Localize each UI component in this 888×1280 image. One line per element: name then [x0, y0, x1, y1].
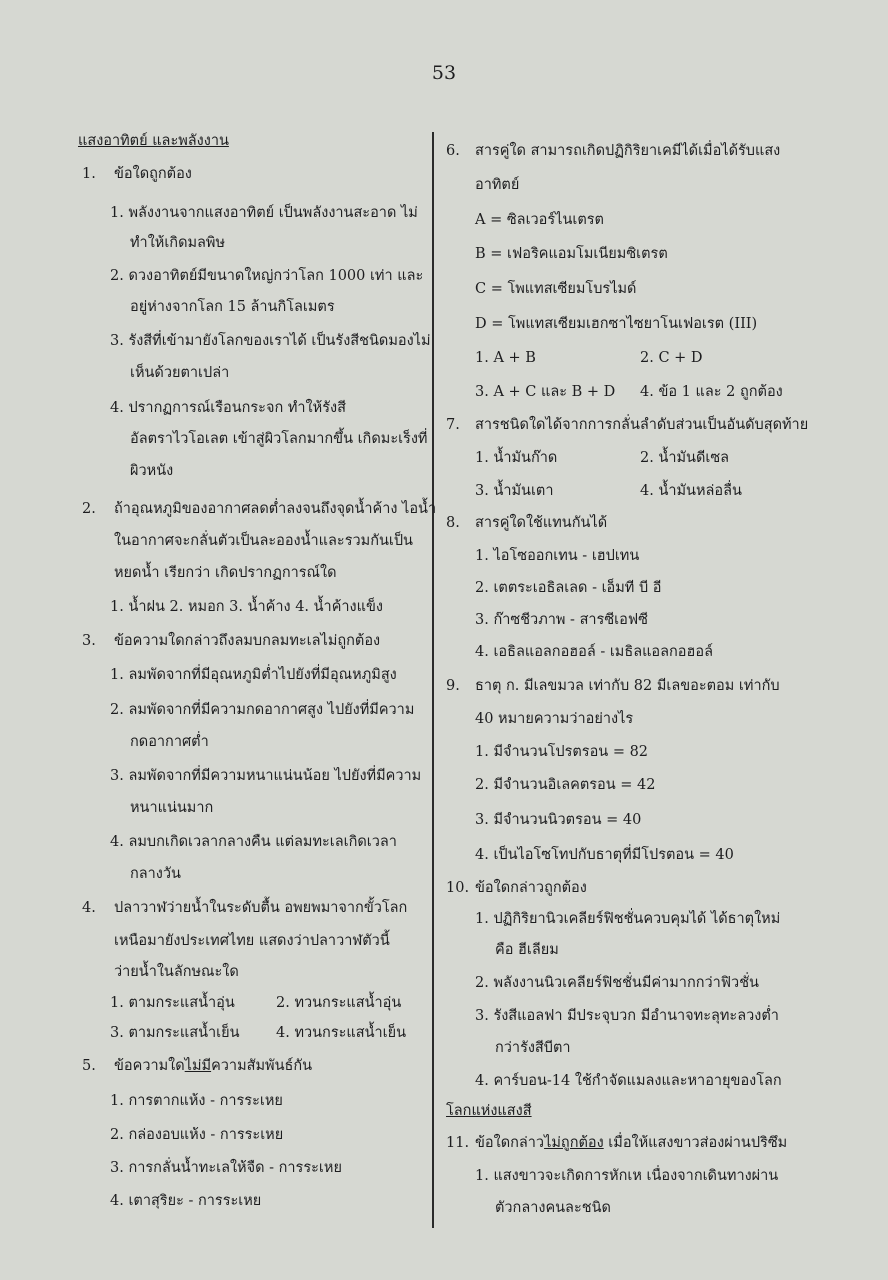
- question-text-part: ข้อความใด: [114, 1058, 185, 1074]
- question-number: 10.: [446, 880, 470, 896]
- option-3: 3. ลมพัดจากที่มีความหนาแน่นน้อย ไปยังที่มีความ: [110, 768, 422, 784]
- option-4: 4. น้ำมันหล่อลื่น: [640, 483, 742, 499]
- option-2: 2. ทวนกระแสน้ำอุ่น: [276, 995, 402, 1011]
- emphasis-not-correct: ไม่ถูกต้อง: [544, 1135, 604, 1151]
- option-4: 4. คาร์บอน-14 ใช้กำจัดแมลงและหาอายุของโลก: [475, 1073, 782, 1089]
- question-text: สารชนิดใดได้จากการกลั่นลำดับส่วนเป็นอันดับสุดท้าย: [475, 417, 809, 433]
- option-4: 4. เป็นไอโซโทปกับธาตุที่มีโปรตอน = 40: [475, 847, 734, 863]
- option-1: 1. ลมพัดจากที่มีอุณหภูมิต่ำไปยังที่มีอุณหภูมิสูง: [110, 667, 397, 683]
- option-1: 1. ปฏิกิริยานิวเคลียร์ฟิชชั่นควบคุมได้ ได้ธาตุใหม่: [475, 911, 781, 927]
- definition-d: D = โพแทสเซียมเฮกซาไซยาโนเฟอเรต (III): [475, 316, 758, 332]
- question-number: 9.: [446, 678, 460, 694]
- question-text-part: เมื่อให้แสงขาวส่องผ่านปริซึม: [603, 1135, 788, 1151]
- option-2: 2. C + D: [640, 350, 703, 366]
- option-2: 2. มีจำนวนอิเลคตรอน = 42: [475, 777, 656, 793]
- question-text-cont: 40 หมายความว่าอย่างไร: [475, 711, 634, 727]
- option-2: 2. พลังงานนิวเคลียร์ฟิชชั่นมีค่ามากกว่าฟิวชั่น: [475, 975, 759, 991]
- option-1: 1. มีจำนวนโปรตรอน = 82: [475, 744, 649, 760]
- option-3: 3. น้ำมันเตา: [475, 483, 554, 499]
- option-2: 2. ดวงอาทิตย์มีขนาดใหญ่กว่าโลก 1000 เท่า และ: [110, 268, 424, 284]
- option-3: 3. ตามกระแสน้ำเย็น: [110, 1025, 240, 1041]
- option-3-cont: หนาแน่นมาก: [130, 800, 214, 816]
- option-1-cont: ตัวกลางคนละชนิด: [495, 1200, 611, 1216]
- question-text: ปลาวาฬว่ายน้ำในระดับตื้น อพยพมาจากขั้วโลก: [114, 900, 408, 916]
- option-2: 2. ลมพัดจากที่มีความกดอากาศสูง ไปยังที่มีความ: [110, 702, 415, 718]
- question-text: ข้อใดกล่าวถูกต้อง: [475, 880, 587, 896]
- question-number: 6.: [446, 143, 460, 159]
- option-3-cont: กว่ารังสีบีตา: [495, 1040, 571, 1056]
- option-4: 4. เตาสุริยะ - การระเหย: [110, 1193, 262, 1209]
- option-4: 4. ปรากฏการณ์เรือนกระจก ทำให้รังสี: [110, 400, 346, 416]
- option-4: 4. ข้อ 1 และ 2 ถูกต้อง: [640, 384, 783, 400]
- section-title: โลกแห่งแสงสี: [446, 1103, 532, 1119]
- option-1: 1. ตามกระแสน้ำอุ่น: [110, 995, 235, 1011]
- option-3: 3. รังสีที่เข้ามายังโลกของเราได้ เป็นรังสีชนิดมองไม่: [110, 333, 431, 349]
- option-3: 3. A + C และ B + D: [475, 384, 616, 400]
- option-4: 4. ลมบกเกิดเวลากลางคืน แต่ลมทะเลเกิดเวลา: [110, 834, 397, 850]
- option-3: 3. รังสีแอลฟา มีประจุบวก มีอำนาจทะลุทะลวงต่ำ: [475, 1008, 779, 1024]
- question-text-cont: ในอากาศจะกลั่นตัวเป็นละอองน้ำและรวมกันเป็น: [114, 533, 413, 549]
- page-number: 53: [431, 62, 457, 84]
- question-text: สารคู่ใดใช้แทนกันได้: [475, 515, 608, 531]
- option-1: 1. การตากแห้ง - การระเหย: [110, 1093, 283, 1109]
- option-1: 1. แสงขาวจะเกิดการหักเห เนื่องจากเดินทางผ่าน: [475, 1168, 779, 1184]
- question-number: 3.: [82, 633, 96, 649]
- option-1-cont: คือ ฮีเลียม: [495, 942, 559, 958]
- question-text: [114, 1056, 312, 1076]
- question-text-part: ความสัมพันธ์กัน: [211, 1058, 313, 1074]
- column-divider: [432, 132, 434, 1228]
- question-number: 2.: [82, 501, 96, 517]
- option-2-cont: อยู่ห่างจากโลก 15 ล้านกิโลเมตร: [130, 299, 335, 315]
- question-text-part: ข้อใดกล่าว: [475, 1135, 545, 1151]
- question-text-cont2: หยดน้ำ เรียกว่า เกิดปรากฏการณ์ใด: [114, 565, 337, 581]
- section-title: แสงอาทิตย์ และพลังงาน: [78, 133, 229, 149]
- option-4: 4. ทวนกระแสน้ำเย็น: [276, 1025, 407, 1041]
- option-4-cont2: ผิวหนัง: [130, 463, 174, 479]
- question-text: ข้อความใดกล่าวถึงลมบกลมทะเลไม่ถูกต้อง: [114, 633, 381, 649]
- definition-a: A = ซิลเวอร์ไนเตรต: [475, 212, 604, 228]
- question-text-cont: อาทิตย์: [475, 177, 520, 193]
- question-text: ธาตุ ก. มีเลขมวล เท่ากับ 82 มีเลขอะตอม เท่ากับ: [475, 678, 780, 694]
- option-1-cont: ทำให้เกิดมลพิษ: [130, 235, 226, 251]
- option-2-cont: กดอากาศต่ำ: [130, 734, 209, 750]
- question-number: 11.: [446, 1135, 470, 1151]
- question-number: 5.: [82, 1058, 96, 1074]
- option-3: 3. ก๊าซชีวภาพ - สารซีเอฟซี: [475, 612, 648, 628]
- question-number: 7.: [446, 417, 460, 433]
- option-1: 1. พลังงานจากแสงอาทิตย์ เป็นพลังงานสะอาด ไม่: [110, 205, 418, 221]
- question-text: ถ้าอุณหภูมิของอากาศลดต่ำลงจนถึงจุดน้ำค้าง ไอน้ำ: [114, 501, 437, 517]
- option-4-cont: กลางวัน: [130, 866, 181, 882]
- option-1: 1. ไอโซออกเทน - เฮปเทน: [475, 548, 640, 564]
- question-text: สารคู่ใด สามารถเกิดปฏิกิริยาเคมีได้เมื่อได้รับแสง: [475, 143, 781, 159]
- option-3: 3. มีจำนวนนิวตรอน = 40: [475, 812, 642, 828]
- question-number: 8.: [446, 515, 460, 531]
- question-text-cont2: ว่ายน้ำในลักษณะใด: [114, 964, 239, 980]
- question-number: 1.: [82, 166, 96, 182]
- option-3-cont: เห็นด้วยตาเปล่า: [130, 365, 230, 381]
- question-number: 4.: [82, 900, 96, 916]
- option-3: 3. การกลั่นน้ำทะเลให้จืด - การระเหย: [110, 1160, 342, 1176]
- question-text: ข้อใดถูกต้อง: [114, 166, 192, 182]
- option-1: 1. น้ำมันก๊าด: [475, 450, 558, 466]
- option-2: 2. เตตระเอธิลเลด - เอ็มที บี อี: [475, 580, 662, 596]
- options-row: 1. น้ำฝน 2. หมอก 3. น้ำค้าง 4. น้ำค้างแข็ง: [110, 599, 383, 615]
- question-text: [475, 1133, 787, 1153]
- definition-b: B = เฟอริคแอมโมเนียมซิเตรต: [475, 246, 668, 262]
- definition-c: C = โพแทสเซียมโบรไมด์: [475, 281, 637, 297]
- question-text-cont: เหนือมายังประเทศไทย แสดงว่าปลาวาฬตัวนี้: [114, 933, 390, 949]
- option-4-cont: อัลตราไวโอเลต เข้าสู่ผิวโลกมากขึ้น เกิดมะเร็งที่: [130, 431, 428, 447]
- option-1: 1. A + B: [475, 350, 536, 366]
- option-2: 2. กล่องอบแห้ง - การระเหย: [110, 1127, 284, 1143]
- option-2: 2. น้ำมันดีเซล: [640, 450, 730, 466]
- emphasis-not: ไม่มี: [184, 1058, 212, 1074]
- option-4: 4. เอธิลแอลกอฮอล์ - เมธิลแอลกอฮอล์: [475, 644, 713, 660]
